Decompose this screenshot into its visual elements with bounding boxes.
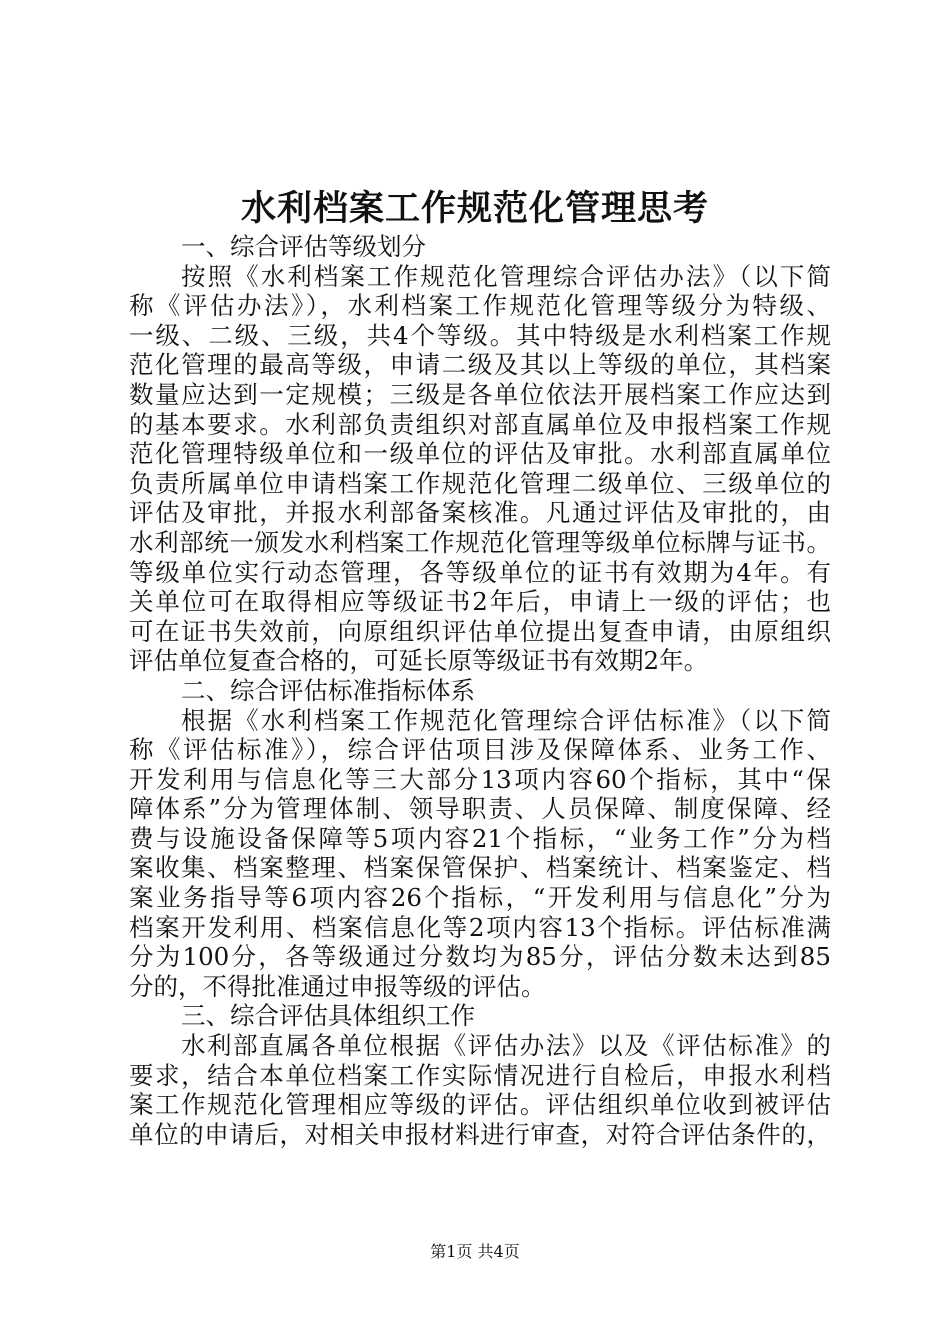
text-line: 范化管理特级单位和一级单位的评估及审批。水利部直属单位 [129,439,831,469]
text-line: 障体系”分为管理体制、领导职责、人员保障、制度保障、经 [129,794,831,824]
text-line: 水利部直属各单位根据《评估办法》以及《评估标准》的 [181,1031,831,1061]
text-line: 可在证书失效前，向原组织评估单位提出复查申请，由原组织 [129,616,831,646]
text-line: 称《评估标准》），综合评估项目涉及保障体系、业务工作、 [129,735,831,765]
document-body [129,232,831,1149]
text-line: 等级单位实行动态管理，各等级单位的证书有效期为4年。有 [129,557,831,587]
text-line: 的基本要求。水利部负责组织对部直属单位及申报档案工作规 [129,409,831,439]
text-line: 范化管理的最高等级，申请二级及其以上等级的单位，其档案 [129,350,831,380]
text-line: 根据《水利档案工作规范化管理综合评估标准》（以下简 [181,705,831,735]
text-line: 三、综合评估具体组织工作 [181,1001,475,1031]
text-line: 分为100分，各等级通过分数均为85分，评估分数未达到85 [129,942,831,972]
text-line: 二、综合评估标准指标体系 [181,675,475,705]
document-title: 水利档案工作规范化管理思考 [240,188,709,229]
text-line: 单位的申请后，对相关申报材料进行审查，对符合评估条件的， [129,1119,831,1149]
text-line: 一级、二级、三级，共4个等级。其中特级是水利档案工作规 [129,320,831,350]
page-footer: 第1页 共4页 [430,1242,520,1261]
text-line: 关单位可在取得相应等级证书2年后，申请上一级的评估；也 [129,587,831,617]
text-line: 档案开发利用、档案信息化等2项内容13个指标。评估标准满 [129,912,831,942]
text-line: 称《评估办法》），水利档案工作规范化管理等级分为特级、 [129,291,831,321]
text-line: 数量应达到一定规模；三级是各单位依法开展档案工作应达到 [129,379,831,409]
text-line: 案收集、档案整理、档案保管保护、档案统计、档案鉴定、档 [129,853,831,883]
text-line: 负责所属单位申请档案工作规范化管理二级单位、三级单位的 [129,468,831,498]
text-line: 分的，不得批准通过申报等级的评估。 [129,971,546,1001]
text-line: 评估及审批，并报水利部备案核准。凡通过评估及审批的，由 [129,498,831,528]
text-line: 案工作规范化管理相应等级的评估。评估组织单位收到被评估 [129,1090,831,1120]
text-line: 水利部统一颁发水利档案工作规范化管理等级单位标牌与证书。 [129,527,831,557]
text-line: 按照《水利档案工作规范化管理综合评估办法》（以下简 [181,261,831,291]
text-line: 开发利用与信息化等三大部分13项内容60个指标，其中“保 [129,764,831,794]
text-line: 案业务指导等6项内容26个指标，“开发利用与信息化”分为 [129,883,831,913]
text-line: 要求，结合本单位档案工作实际情况进行自检后，申报水利档 [129,1060,831,1090]
text-line: 评估单位复查合格的，可延长原等级证书有效期2年。 [129,646,709,676]
text-line: 费与设施设备保障等5项内容21个指标，“业务工作”分为档 [129,823,831,853]
text-line: 一、综合评估等级划分 [181,232,426,261]
